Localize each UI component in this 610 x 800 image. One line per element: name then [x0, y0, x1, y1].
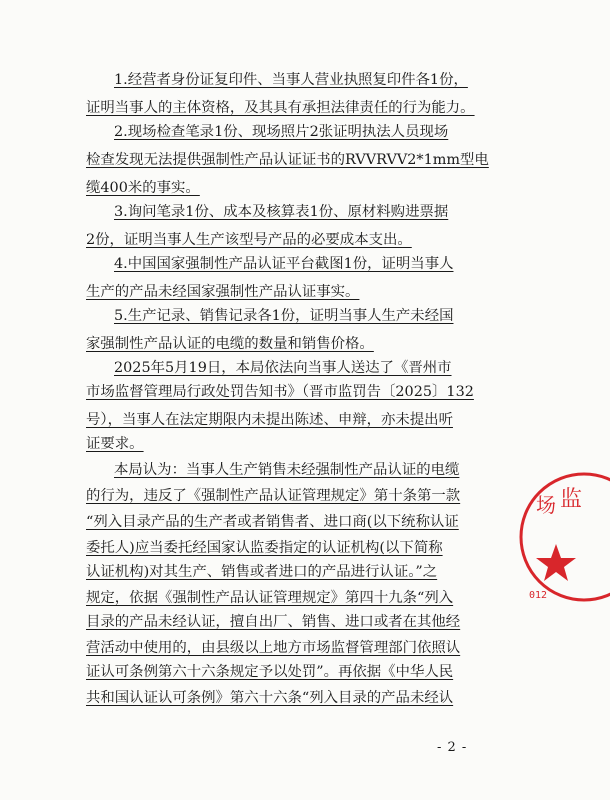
text-line: “列入目录产品的生产者或者销售者、进口商(以下统称认证 — [86, 514, 459, 530]
text-line: 市场监督管理局行政处罚告知书》（晋市监罚告〔2025〕132 — [86, 384, 474, 400]
text-line: 共和国认证认可条例》第六十六条“列入目录的产品未经认 — [86, 690, 454, 706]
text-line: 证明当事人的主体资格，及其具有承担法律责任的行为能力。 — [86, 100, 475, 116]
text-line: 检查发现无法提供强制性产品认证证书的RVVRVV2*1mm型电 — [86, 152, 489, 168]
text-line: 目录的产品未经认证，擅自出厂、销售、进口或者在其他经 — [86, 614, 461, 630]
text-line: 5.生产记录、销售记录各1份，证明当事人生产未经国 — [114, 308, 454, 324]
text-line: 证认可条例第六十六条规定予以处罚”。再依据《中华人民 — [86, 664, 454, 680]
svg-text:012: 012 — [529, 590, 548, 601]
text-line: 号），当事人在法定期限内未提出陈述、申辩，亦未提出听 — [86, 412, 453, 428]
text-line: 的行为，违反了《强制性产品认证管理规定》第十条第一款 — [86, 488, 461, 504]
text-line: 3.询问笔录1份、成本及核算表1份、原材料购进票据 — [114, 204, 449, 220]
text-line: 证要求。 — [86, 436, 144, 452]
text-line: 家强制性产品认证的电缆的数量和销售价格。 — [86, 336, 374, 352]
text-line: 规定，依据《强制性产品认证管理规定》第四十九条“列入 — [86, 590, 454, 606]
page-number: - 2 - — [437, 740, 468, 755]
text-line: 2.现场检查笔录1份、现场照片2张证明执法人员现场 — [114, 124, 449, 140]
text-line: 生产的产品未经国家强制性产品认证事实。 — [86, 284, 360, 300]
text-line: 1.经营者身份证复印件、当事人营业执照复印件各1份， — [114, 72, 468, 88]
text-line: 营活动中使用的，由县级以上地方市场监督管理部门依照认 — [86, 640, 461, 656]
text-line: 缆400米的事实。 — [86, 180, 200, 196]
text-line: 本局认为：当事人生产销售未经强制性产品认证的电缆 — [114, 462, 460, 478]
official-seal — [520, 462, 610, 612]
text-line: 4.中国国家强制性产品认证平台截图1份，证明当事人 — [114, 256, 454, 272]
text-line: 2份，证明当事人生产该型号产品的必要成本支出。 — [86, 232, 412, 248]
text-line: 2025年5月19日，本局依法向当事人送达了《晋州市 — [114, 360, 452, 376]
text-line: 委托人)应当委托经国家认监委指定的认证机构(以下简称 — [86, 540, 443, 556]
svg-text:场: 场 — [536, 493, 556, 517]
text-line: 认证机构)对其生产、销售或者进口的产品进行认证。”之 — [86, 564, 438, 580]
svg-text:监: 监 — [560, 487, 583, 512]
